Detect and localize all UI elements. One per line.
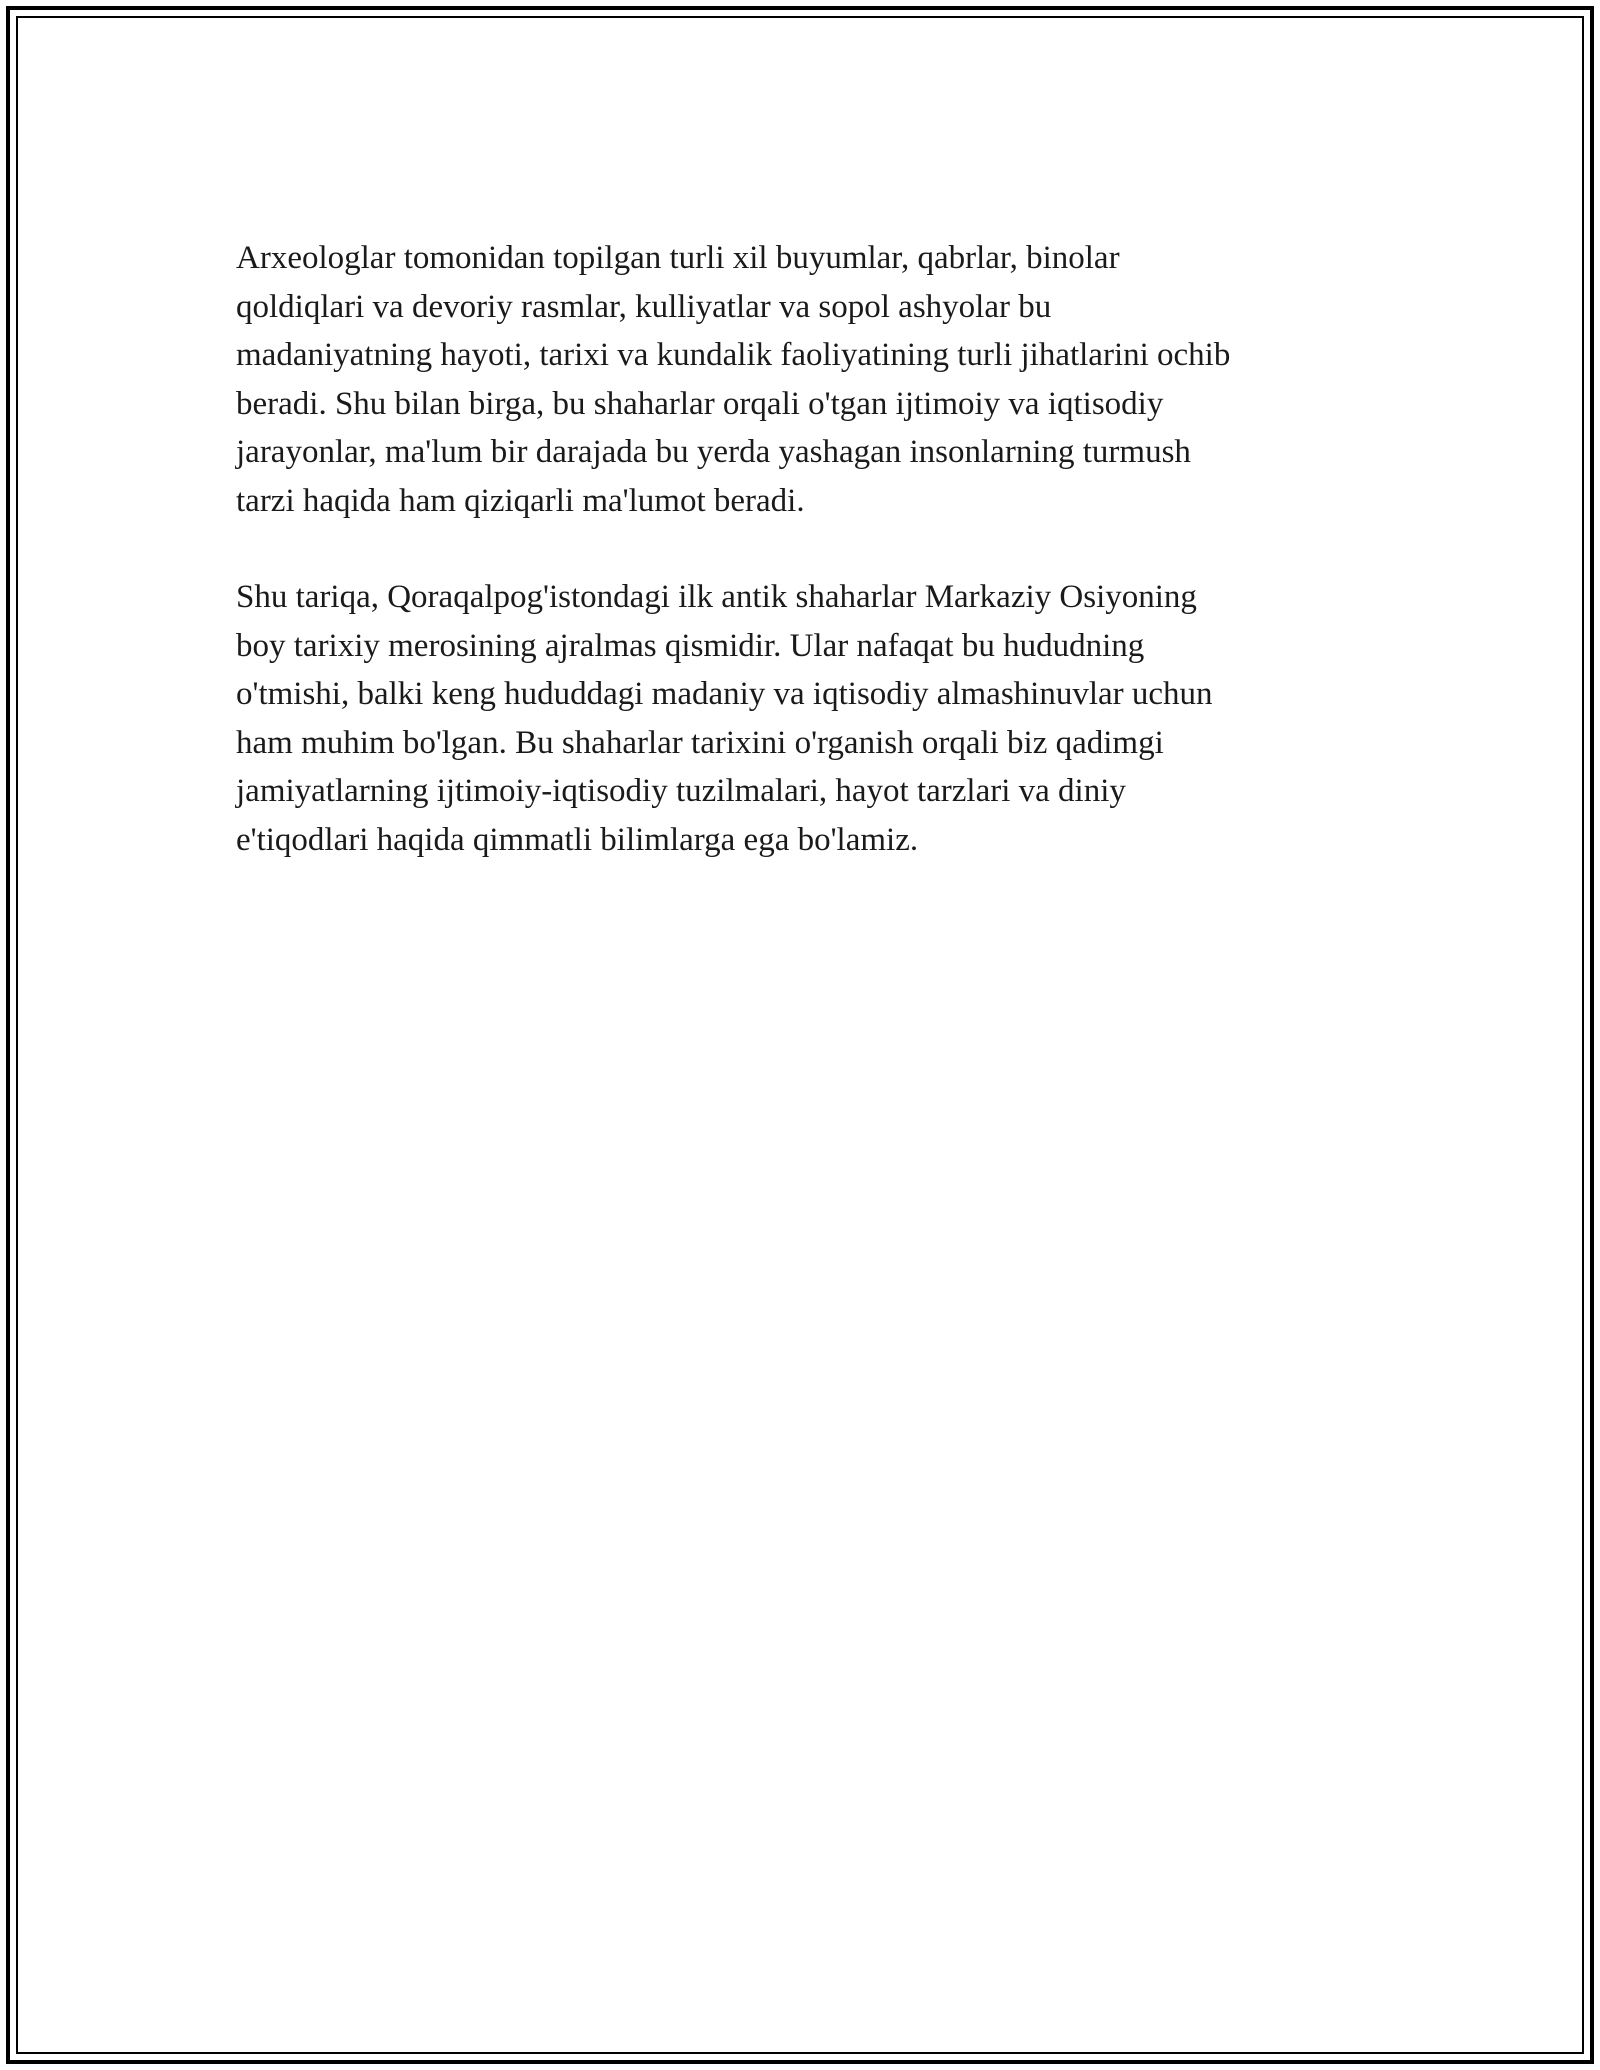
text-line: o'tmishi, balki keng hududdagi madaniy va iqtisodiy almashinuvlar uchun <box>236 676 1213 712</box>
text-line: jarayonlar, ma'lum bir darajada bu yerda yashagan insonlarning turmush <box>236 434 1191 470</box>
document-body <box>236 234 1376 912</box>
text-line: madaniyatning hayoti, tarixi va kundalik faoliyatining turli jihatlarini ochib <box>236 337 1231 373</box>
text-line: Arxeologlar tomonidan topilgan turli xil buyumlar, qabrlar, binolar <box>236 240 1120 276</box>
paragraph-2 <box>236 573 1376 864</box>
text-line: boy tarixiy merosining ajralmas qismidir. Ular nafaqat bu hududning <box>236 627 1145 664</box>
text-line: qoldiqlari va devoriy rasmlar, kulliyatlar va sopol ashyolar bu <box>236 288 1052 325</box>
text-line: tarzi haqida ham qiziqarli ma'lumot beradi. <box>236 482 805 519</box>
text-line: e'tiqodlari haqida qimmatli bilimlarga ega bo'lamiz. <box>236 821 919 858</box>
paragraph-1 <box>236 234 1376 525</box>
text-line: ham muhim bo'lgan. Bu shaharlar tarixini o'rganish orqali biz qadimgi <box>236 724 1164 761</box>
text-line: jamiyatlarning ijtimoiy-iqtisodiy tuzilmalari, hayot tarzlari va diniy <box>236 773 1126 809</box>
text-line: Shu tariqa, Qoraqalpog'istondagi ilk antik shaharlar Markaziy Osiyoning <box>236 579 1197 615</box>
text-line: beradi. Shu bilan birga, bu shaharlar orqali o'tgan ijtimoiy va iqtisodiy <box>236 385 1164 422</box>
